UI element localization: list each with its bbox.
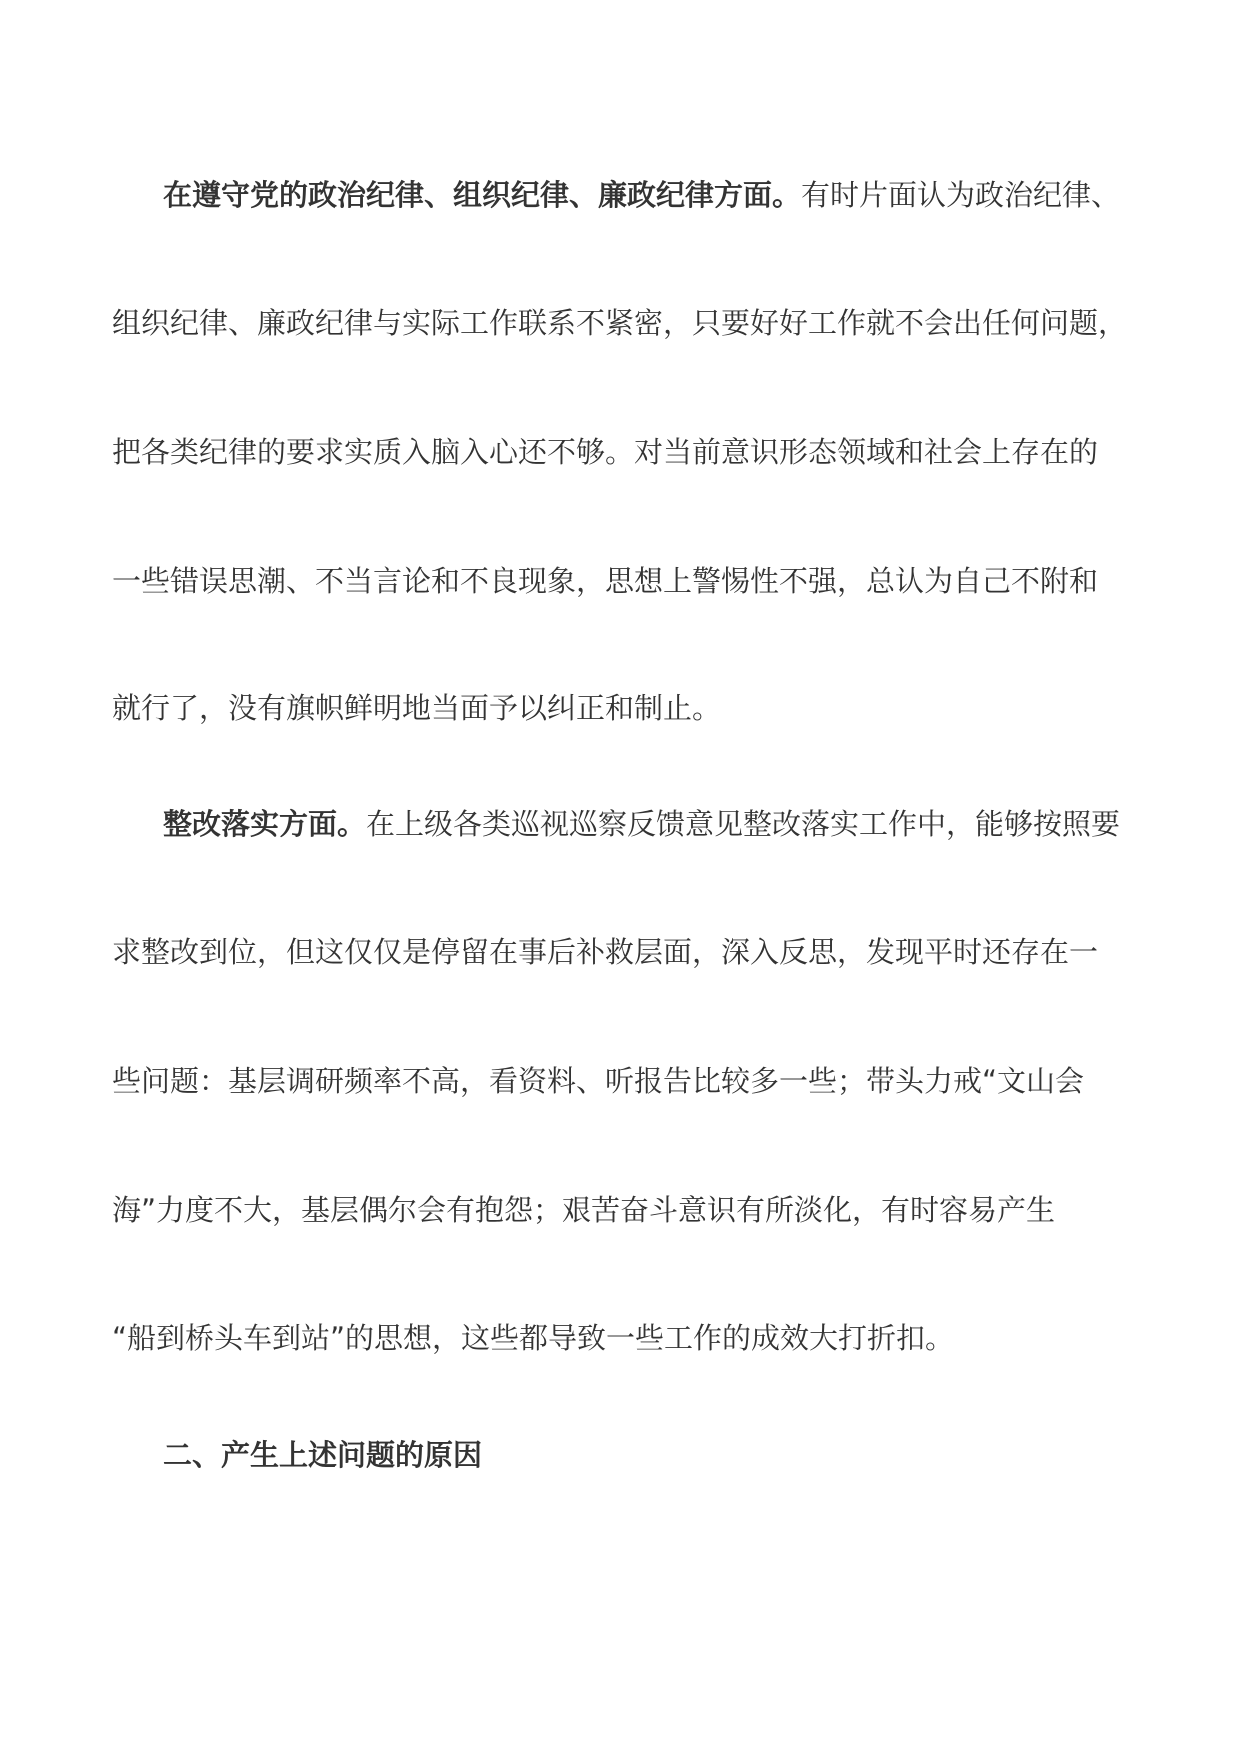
- paragraph-2-line-5: “船到桥头车到站”的思想，这些都导致一些工作的成效大打折扣。: [112, 1321, 955, 1355]
- paragraph-1-line-2: 组织纪律、廉政纪律与实际工作联系不紧密，只要好好工作就不会出任何问题，: [112, 306, 1128, 340]
- paragraph-2-lead: 整改落实方面。: [163, 807, 367, 841]
- paragraph-2-line-1: [163, 804, 1213, 844]
- paragraph-2-line-2: 求整改到位，但这仅仅是停留在事后补救层面，深入反思，发现平时还存在一: [112, 935, 1099, 969]
- paragraph-1-lead: 在遵守党的政治纪律、组织纪律、廉政纪律方面。: [163, 178, 802, 212]
- paragraph-1-line-5: 就行了，没有旗帜鲜明地当面予以纠正和制止。: [112, 691, 722, 725]
- section-heading: 二、产生上述问题的原因: [163, 1438, 483, 1472]
- paragraph-2-line-4: 海”力度不大，基层偶尔会有抱怨；艰苦奋斗意识有所淡化，有时容易产生: [112, 1193, 1056, 1227]
- paragraph-2-line-3: 些问题：基层调研频率不高，看资料、听报告比较多一些；带头力戒“文山会: [112, 1064, 1085, 1098]
- paragraph-2-text: 在上级各类巡视巡察反馈意见整改落实工作中，能够按照要: [366, 807, 1121, 841]
- paragraph-1-text: 有时片面认为政治纪律、: [801, 178, 1121, 212]
- paragraph-1-line-1: [163, 175, 1213, 215]
- paragraph-1-line-4: 一些错误思潮、不当言论和不良现象，思想上警惕性不强，总认为自己不附和: [112, 564, 1099, 598]
- paragraph-1-line-3: 把各类纪律的要求实质入脑入心还不够。对当前意识形态领域和社会上存在的: [112, 435, 1099, 469]
